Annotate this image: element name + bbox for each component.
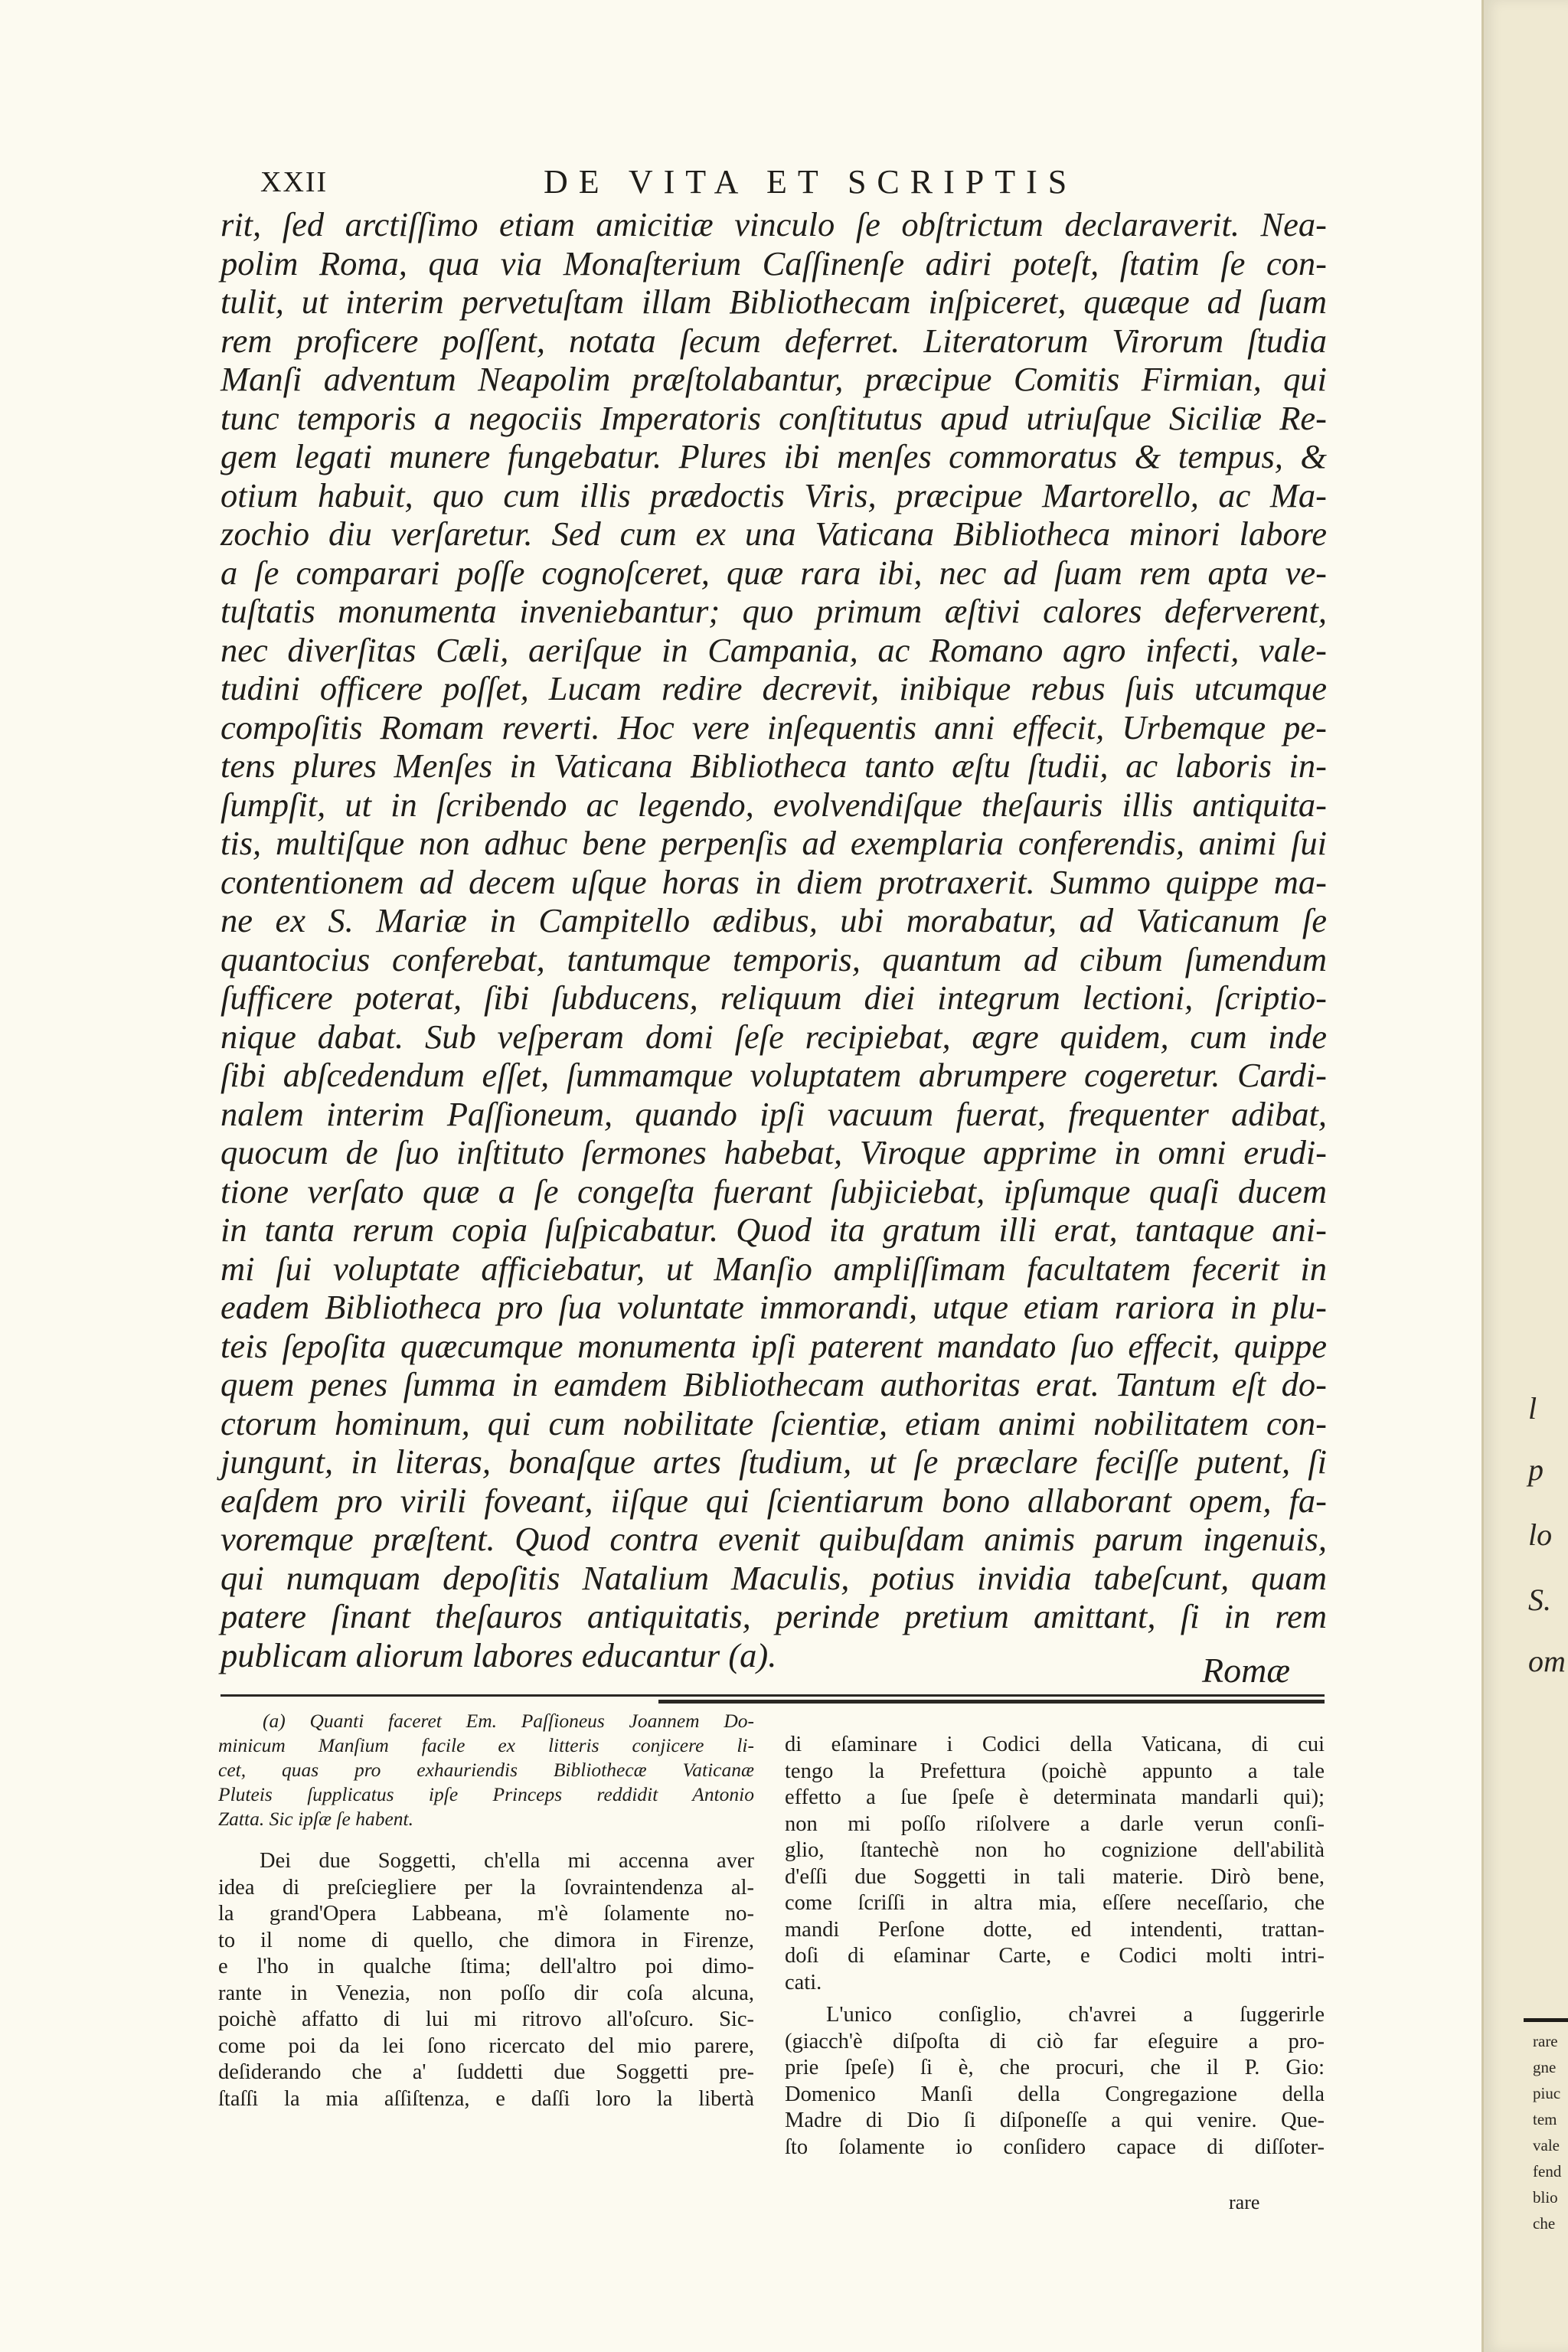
text-line: qui numquam depoſitis Natalium Maculis, potius invidia tabeſcunt, quam [220, 1558, 1327, 1597]
text-line: compoſitis Romam reverti. Hoc vere inſequentis anni effecit, Urbemque pe- [220, 707, 1327, 746]
adjacent-page-fragment: vale [1533, 2136, 1560, 2154]
text-line: effetto a ſue ſpeſe è determinata mandarli qui); [785, 1785, 1325, 1809]
adjacent-page-fragment: tem [1533, 2110, 1557, 2128]
text-line: gem legati munere fungebatur. Plures ibi menſes commoratus & tempus, & [220, 437, 1327, 475]
text-line: quem penes ſumma in eamdem Bibliothecam authoritas erat. Tantum eſt do- [220, 1365, 1327, 1403]
text-line: e l'ho in qualche ſtima; dell'altro poi dimo- [218, 1955, 754, 1978]
footnote-column-right [785, 1732, 1325, 2213]
text-line: d'eſſi due Soggetti in tali materie. Dirò bene, [785, 1864, 1325, 1889]
adjacent-page-fragment: p [1528, 1452, 1544, 1487]
text-line: tione verſato quæ a ſe congeſta fuerant ſubjiciebat, ipſumque quaſi ducem [220, 1171, 1327, 1210]
text-line: tis, multiſque non adhuc bene perpenſis ad exemplaria conferendis, animi ſui [220, 824, 1327, 862]
text-line: la grand'Opera Labbeana, m'è ſolamente no- [218, 1902, 754, 1926]
catchword: Romæ [1202, 1651, 1290, 1690]
footnote-rule-thick [658, 1700, 1325, 1704]
text-line: voremque præſtent. Quod contra evenit quibuſdam animis parum ingenuis, [220, 1520, 1327, 1558]
text-line: in tanta rerum copia ſuſpicabatur. Quod ita gratum illi erat, tantaque ani- [220, 1210, 1327, 1249]
text-line: cati. [785, 1970, 822, 1994]
main-text [220, 205, 1327, 1674]
text-line: L'unico conſiglio, ch'avrei a ſuggerirle [826, 2003, 1325, 2027]
text-line: ctorum hominum, qui cum nobilitate ſcientiæ, etiam animi nobilitatem con- [220, 1403, 1327, 1442]
adjacent-page-rule [1524, 2018, 1568, 2022]
text-line: Pluteis ſupplicatus ipſe Princeps reddidit Antonio [218, 1783, 754, 1805]
text-line: non mi poſſo riſolvere a darle verun conſi- [785, 1811, 1325, 1836]
text-line: polim Roma, qua via Monaſterium Caſſinenſe adiri poteſt, ſtatim ſe con- [220, 243, 1327, 283]
text-line: tuſtatis monumenta inveniebantur; quo primum æſtivi calores deferverent, [220, 592, 1327, 630]
adjacent-page-fragment: piuc [1533, 2084, 1561, 2102]
text-line: teis ſepoſita quæcumque monumenta ipſi paterent mandato ſuo effecit, quippe [220, 1326, 1327, 1365]
text-line: mi ſui voluptate afficiebatur, ut Manſio ampliſſimam facultatem fecerit in [220, 1249, 1327, 1288]
text-line: prie ſpeſe) ſi è, che procuri, che il P. Gio: [785, 2056, 1325, 2079]
text-line: publicam aliorum labores educantur (a). [220, 1635, 777, 1674]
text-line: Manſi adventum Neapolim præſtolabantur, præcipue Comitis Firmian, qui [220, 360, 1327, 398]
adjacent-page-fragment: rare [1533, 2032, 1558, 2050]
text-line: ne ex S. Mariæ in Campitello ædibus, ubi morabatur, ad Vaticanum ſe [220, 901, 1327, 939]
footnote-italian-right-p2 [785, 2002, 1325, 2161]
adjacent-page-fragment: fend [1533, 2162, 1562, 2180]
text-line: otium habuit, quo cum illis prædoctis Viris, præcipue Martorello, ac Ma- [220, 475, 1327, 514]
footnote-catchword: rare [1229, 2191, 1260, 2213]
text-line: nalem interim Paſſioneum, quando ipſi vacuum fuerat, frequenter adibat, [220, 1094, 1327, 1133]
text-line: tulit, ut interim pervetuſtam illam Bibliothecam inſpiceret, quæque ad ſuam [220, 283, 1327, 321]
adjacent-page-fragment: che [1533, 2214, 1556, 2233]
text-line: contentionem ad decem uſque horas in diem protraxerit. Summo quippe ma- [220, 862, 1327, 901]
text-line: quantocius conferebat, tantumque temporis, quantum ad cibum ſumendum [220, 939, 1327, 978]
text-line: di eſaminare i Codici della Vaticana, di cui [785, 1733, 1325, 1756]
text-line: jungunt, in literas, bonaſque artes ſtudium, ut ſe præclare feciſſe putent, ſi [220, 1442, 1327, 1481]
page-number: XXII [260, 166, 328, 198]
text-line: ſtaſſi la mia aſſiſtenza, e daſſi loro la libertà [218, 2086, 754, 2111]
text-line: minicum Manſium facile ex litteris conjicere li- [218, 1734, 754, 1756]
text-line: (a) Quanti faceret Em. Paſſioneus Joannem Do- [263, 1710, 754, 1732]
footnote-column-left [218, 1709, 754, 2112]
text-line: ſufficere poterat, ſibi ſubducens, reliquum diei integrum lectioni, ſcriptio- [220, 978, 1327, 1017]
text-line: nique dabat. Sub veſperam domi ſeſe recipiebat, ægre quidem, cum inde [220, 1017, 1327, 1056]
adjacent-page-fragment: gne [1533, 2058, 1557, 2076]
text-line: eaſdem pro virili foveant, iiſque qui ſcientiarum bono allaborant opem, fa- [220, 1481, 1327, 1520]
text-line: ſto ſolamente io conſidero capace di diſſoter- [785, 2135, 1325, 2159]
text-line: Dei due Soggetti, ch'ella mi accenna aver [260, 1849, 754, 1873]
text-line: cet, quas pro exhauriendis Bibliothecæ Vaticanæ [218, 1759, 754, 1781]
adjacent-page-fragment: om [1528, 1644, 1566, 1678]
text-line: rem proficere poſſent, notata ſecum deferret. Literatorum Virorum ſtudia [220, 321, 1327, 360]
text-line: ſumpſit, ut in ſcribendo ac legendo, evolvendiſque theſauris illis antiquita- [220, 785, 1327, 824]
text-line: zochio diu verſaretur. Sed cum ex una Vaticana Bibliotheca minori labore [220, 514, 1327, 553]
text-line: to il nome di quello, che dimora in Firenze, [218, 1928, 754, 1952]
text-line: tens plures Menſes in Vaticana Bibliotheca tanto æſtu ſtudii, ac laboris in- [220, 746, 1327, 785]
text-line: poichè affatto di lui mi ritrovo all'oſcuro. Sic- [218, 2007, 754, 2031]
running-title: DE VITA ET SCRIPTIS [544, 163, 1078, 201]
text-line: tengo la Prefettura (poichè appunto a tale [785, 1759, 1325, 1783]
text-line: idea di preſciegliere per la ſovraintendenza al- [218, 1875, 754, 1900]
text-line: eadem Bibliotheca pro ſua voluntate immorandi, utque etiam rariora in plu- [220, 1288, 1327, 1326]
text-line: rit, ſed arctiſſimo etiam amicitiæ vinculo ſe obſtrictum declaraverit. Nea- [220, 205, 1327, 243]
adjacent-page-fragment: S. [1528, 1583, 1551, 1617]
text-line: doſi di eſaminar Carte, e Codici molti intri- [785, 1944, 1325, 1968]
text-line: Zatta. Sic ipſæ ſe habent. [218, 1808, 413, 1830]
text-line: tunc temporis a negociis Imperatoris conſtitutus apud utriuſque Siciliæ Re- [220, 398, 1327, 437]
footnote-latin [218, 1709, 754, 1831]
text-line: quocum de ſuo inſtituto ſermones habebat, Viroque apprime in omni erudi- [220, 1133, 1327, 1171]
text-line: deſiderando che a' ſuddetti due Soggetti pre- [218, 2060, 754, 2084]
text-line: come ſcriſſi in altra mia, eſſere neceſſario, che [785, 1891, 1325, 1915]
text-line: Domenico Manſi della Congregazione della [785, 2082, 1325, 2106]
adjacent-page-fragment: l [1528, 1391, 1537, 1426]
adjacent-page-fragment: lo [1528, 1517, 1553, 1552]
text-line: (giacch'è diſpoſta di ciò far eſeguire a pro- [785, 2029, 1325, 2053]
text-line: nec diverſitas Cæli, aeriſque in Campania, ac Romano agro infecti, vale- [220, 630, 1327, 669]
text-line: glio, ſtantechè non ho cognizione dell'abilità [785, 1838, 1325, 1862]
footnote-italian-left [218, 1848, 754, 2112]
running-head [260, 162, 1317, 205]
footnote-rule [220, 1694, 1325, 1697]
text-line: a ſe comparari poſſe cognoſceret, quæ rara ibi, nec ad ſuam rem apta ve- [220, 553, 1327, 592]
adjacent-page-fragment: blio [1533, 2188, 1558, 2207]
adjacent-page-edge [1481, 0, 1568, 2352]
text-line: rante in Venezia, non poſſo dir coſa alcuna, [218, 1981, 754, 2005]
text-line: ſibi abſcedendum eſſet, ſummamque voluptatem abrumpere cogeretur. Cardi- [220, 1056, 1327, 1094]
text-line: tudini officere poſſet, Lucam redire decrevit, inibique rebus ſuis utcumque [220, 669, 1327, 707]
text-line: come poi da lei ſono ricercato del mio parere, [218, 2034, 754, 2058]
text-line: mandi Perſone dotte, ed intendenti, trattan- [785, 1917, 1325, 1942]
text-line: patere ſinant theſauros antiquitatis, perinde pretium amittant, ſi in rem [220, 1597, 1327, 1635]
text-line: Madre di Dio ſi diſponeſſe a qui venire. Que- [785, 2109, 1325, 2132]
footnote-italian-right-p1 [785, 1732, 1325, 1996]
